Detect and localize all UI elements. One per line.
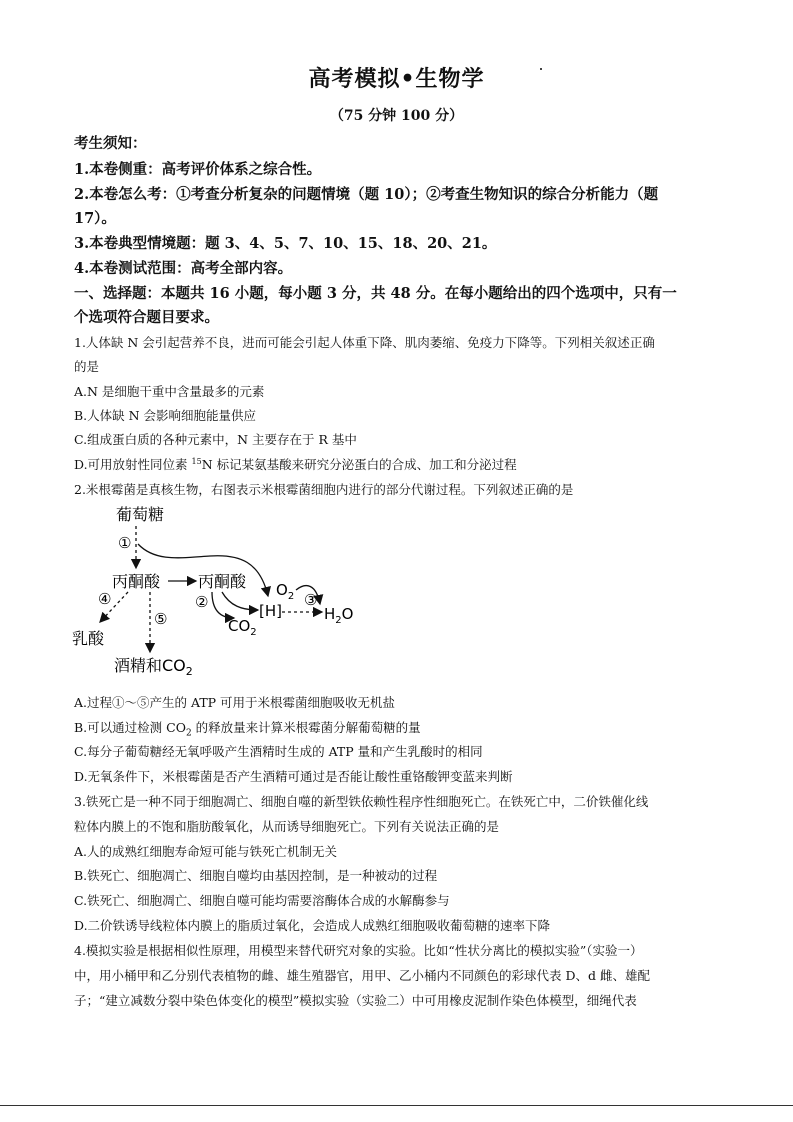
glucose-label: 葡萄糖: [116, 505, 165, 524]
step-1-marker: ①: [118, 534, 132, 552]
notice-item: 3.本卷典型情境题：题 3、4、5、7、10、15、18、20、21。: [74, 235, 497, 252]
q3-option-c: C.铁死亡、细胞凋亡、细胞自噬可能均需要溶酶体合成的水解酶参与: [74, 893, 450, 908]
q4-stem-cont: 中，用小桶甲和乙分别代表植物的雌、雄生殖器官，用甲、乙小桶内不同颜色的彩球代表 D、d 雌、雄配: [74, 968, 650, 983]
q4-stem-cont: 子；“建立减数分裂中染色体变化的模型”模拟实验（实验二）中可用橡皮泥制作染色体模型，细绳代表: [74, 993, 637, 1008]
lactic-acid-label: 乳酸: [72, 629, 105, 648]
notice-heading: 考生须知：: [74, 135, 147, 152]
water-o: O: [341, 605, 354, 623]
co2-subscript: 2: [250, 627, 257, 638]
water-subscript: 2: [335, 615, 342, 626]
metabolism-diagram: [70, 500, 370, 680]
q1-option-c: C.组成蛋白质的各种元素中，N 主要存在于 R 基中: [74, 432, 357, 447]
q2-option-d: D.无氧条件下，米根霉菌是否产生酒精可通过是否能让酸性重铬酸钾变蓝来判断: [74, 769, 513, 784]
page-title: 高考模拟•生物学: [308, 66, 485, 92]
step-5-marker: ⑤: [154, 610, 168, 628]
q2-option-b: [74, 718, 421, 739]
water-h: H: [324, 605, 336, 623]
q3-option-a: A.人的成熟红细胞寿命短可能与铁死亡机制无关: [74, 844, 338, 859]
page-bottom-rule: [0, 1105, 793, 1106]
h-production-arrow: [222, 592, 258, 610]
q2-option-b-pre: B.可以通过检测 CO: [74, 720, 186, 735]
q2-option-a: A.过程①～⑤产生的 ATP 可用于米根霉菌细胞吸收无机盐: [74, 695, 396, 710]
q1-stem: 1.人体缺 N 会引起营养不良，进而可能会引起人体重下降、肌肉萎缩、免疫力下降等。下列相关叙述正确: [74, 335, 655, 350]
pyruvate-label-1: 丙酮酸: [112, 572, 161, 591]
q4-stem: 4.模拟实验是根据相似性原理，用模型来替代研究对象的实验。比如“性状分离比的模拟实验”（实验一）: [74, 943, 643, 958]
q3-stem-cont: 粒体内膜上的不饱和脂肪酸氧化，从而诱导细胞死亡。下列有关说法正确的是: [74, 819, 500, 834]
ethanol-co2-text: 酒精和CO: [114, 656, 186, 675]
notice-item: 2.本卷怎么考：①考查分析复杂的问题情境（题 10）；②考查生物知识的综合分析能力（题: [74, 186, 659, 203]
o2-text: O: [276, 581, 288, 599]
nadh-label: [H]: [259, 602, 282, 620]
step-3-marker: ③: [304, 591, 318, 609]
q1-option-a: A.N 是细胞干重中含量最多的元素: [74, 384, 265, 399]
q1-stem-cont: 的是: [74, 359, 100, 374]
q1-option-d-pre: D.可用放射性同位素: [74, 457, 192, 472]
step-2-marker: ②: [195, 593, 209, 611]
co2-label: [228, 617, 257, 638]
notice-item: 1.本卷侧重：高考评价体系之综合性。: [74, 161, 322, 178]
o2-label: [276, 581, 294, 602]
q1-option-d: [74, 455, 517, 473]
o2-subscript: 2: [287, 591, 295, 602]
q1-option-d-post: N 标记某氨基酸来研究分泌蛋白的合成、加工和分泌过程: [201, 457, 517, 472]
q3-stem: 3.铁死亡是一种不同于细胞凋亡、细胞自噬的新型铁依赖性程序性细胞死亡。在铁死亡中，二价铁催化线: [74, 794, 649, 809]
ethanol-co2-label: [114, 656, 193, 678]
co2-subscript-b: 2: [185, 728, 192, 739]
q2-stem: 2.米根霉菌是真核生物，右图表示米根霉菌细胞内进行的部分代谢过程。下列叙述正确的是: [74, 482, 574, 497]
q3-option-b: B.铁死亡、细胞凋亡、细胞自噬均由基因控制，是一种被动的过程: [74, 868, 438, 883]
notice-item: 17）。: [74, 210, 116, 227]
pyruvate-label-2: 丙酮酸: [198, 572, 247, 591]
section-heading-cont: 个选项符合题目要求。: [74, 309, 219, 326]
ethanol-co2-subscript: 2: [185, 665, 193, 678]
water-label: [324, 605, 353, 626]
exam-duration-score: （75 分钟 100 分）: [329, 108, 464, 124]
q1-option-b: B.人体缺 N 会影响细胞能量供应: [74, 408, 257, 423]
isotope-mass: 15: [191, 456, 202, 466]
co2-release-arrow: [212, 592, 234, 618]
q3-option-d: D.二价铁诱导线粒体内膜上的脂质过氧化，会造成人成熟红细胞吸收葡萄糖的速率下降: [74, 918, 551, 933]
section-heading: 一、选择题：本题共 16 小题，每小题 3 分，共 48 分。在每小题给出的四个选项中，只有一: [74, 285, 677, 302]
notice-item: 4.本卷测试范围：高考全部内容。: [74, 260, 293, 277]
q2-option-c: C.每分子葡萄糖经无氧呼吸产生酒精时生成的 ATP 量和产生乳酸时的相同: [74, 744, 483, 759]
q2-option-b-post: 的释放量来计算米根霉菌分解葡萄糖的量: [191, 720, 421, 735]
step-4-marker: ④: [98, 590, 112, 608]
co2-text: CO: [228, 617, 251, 635]
